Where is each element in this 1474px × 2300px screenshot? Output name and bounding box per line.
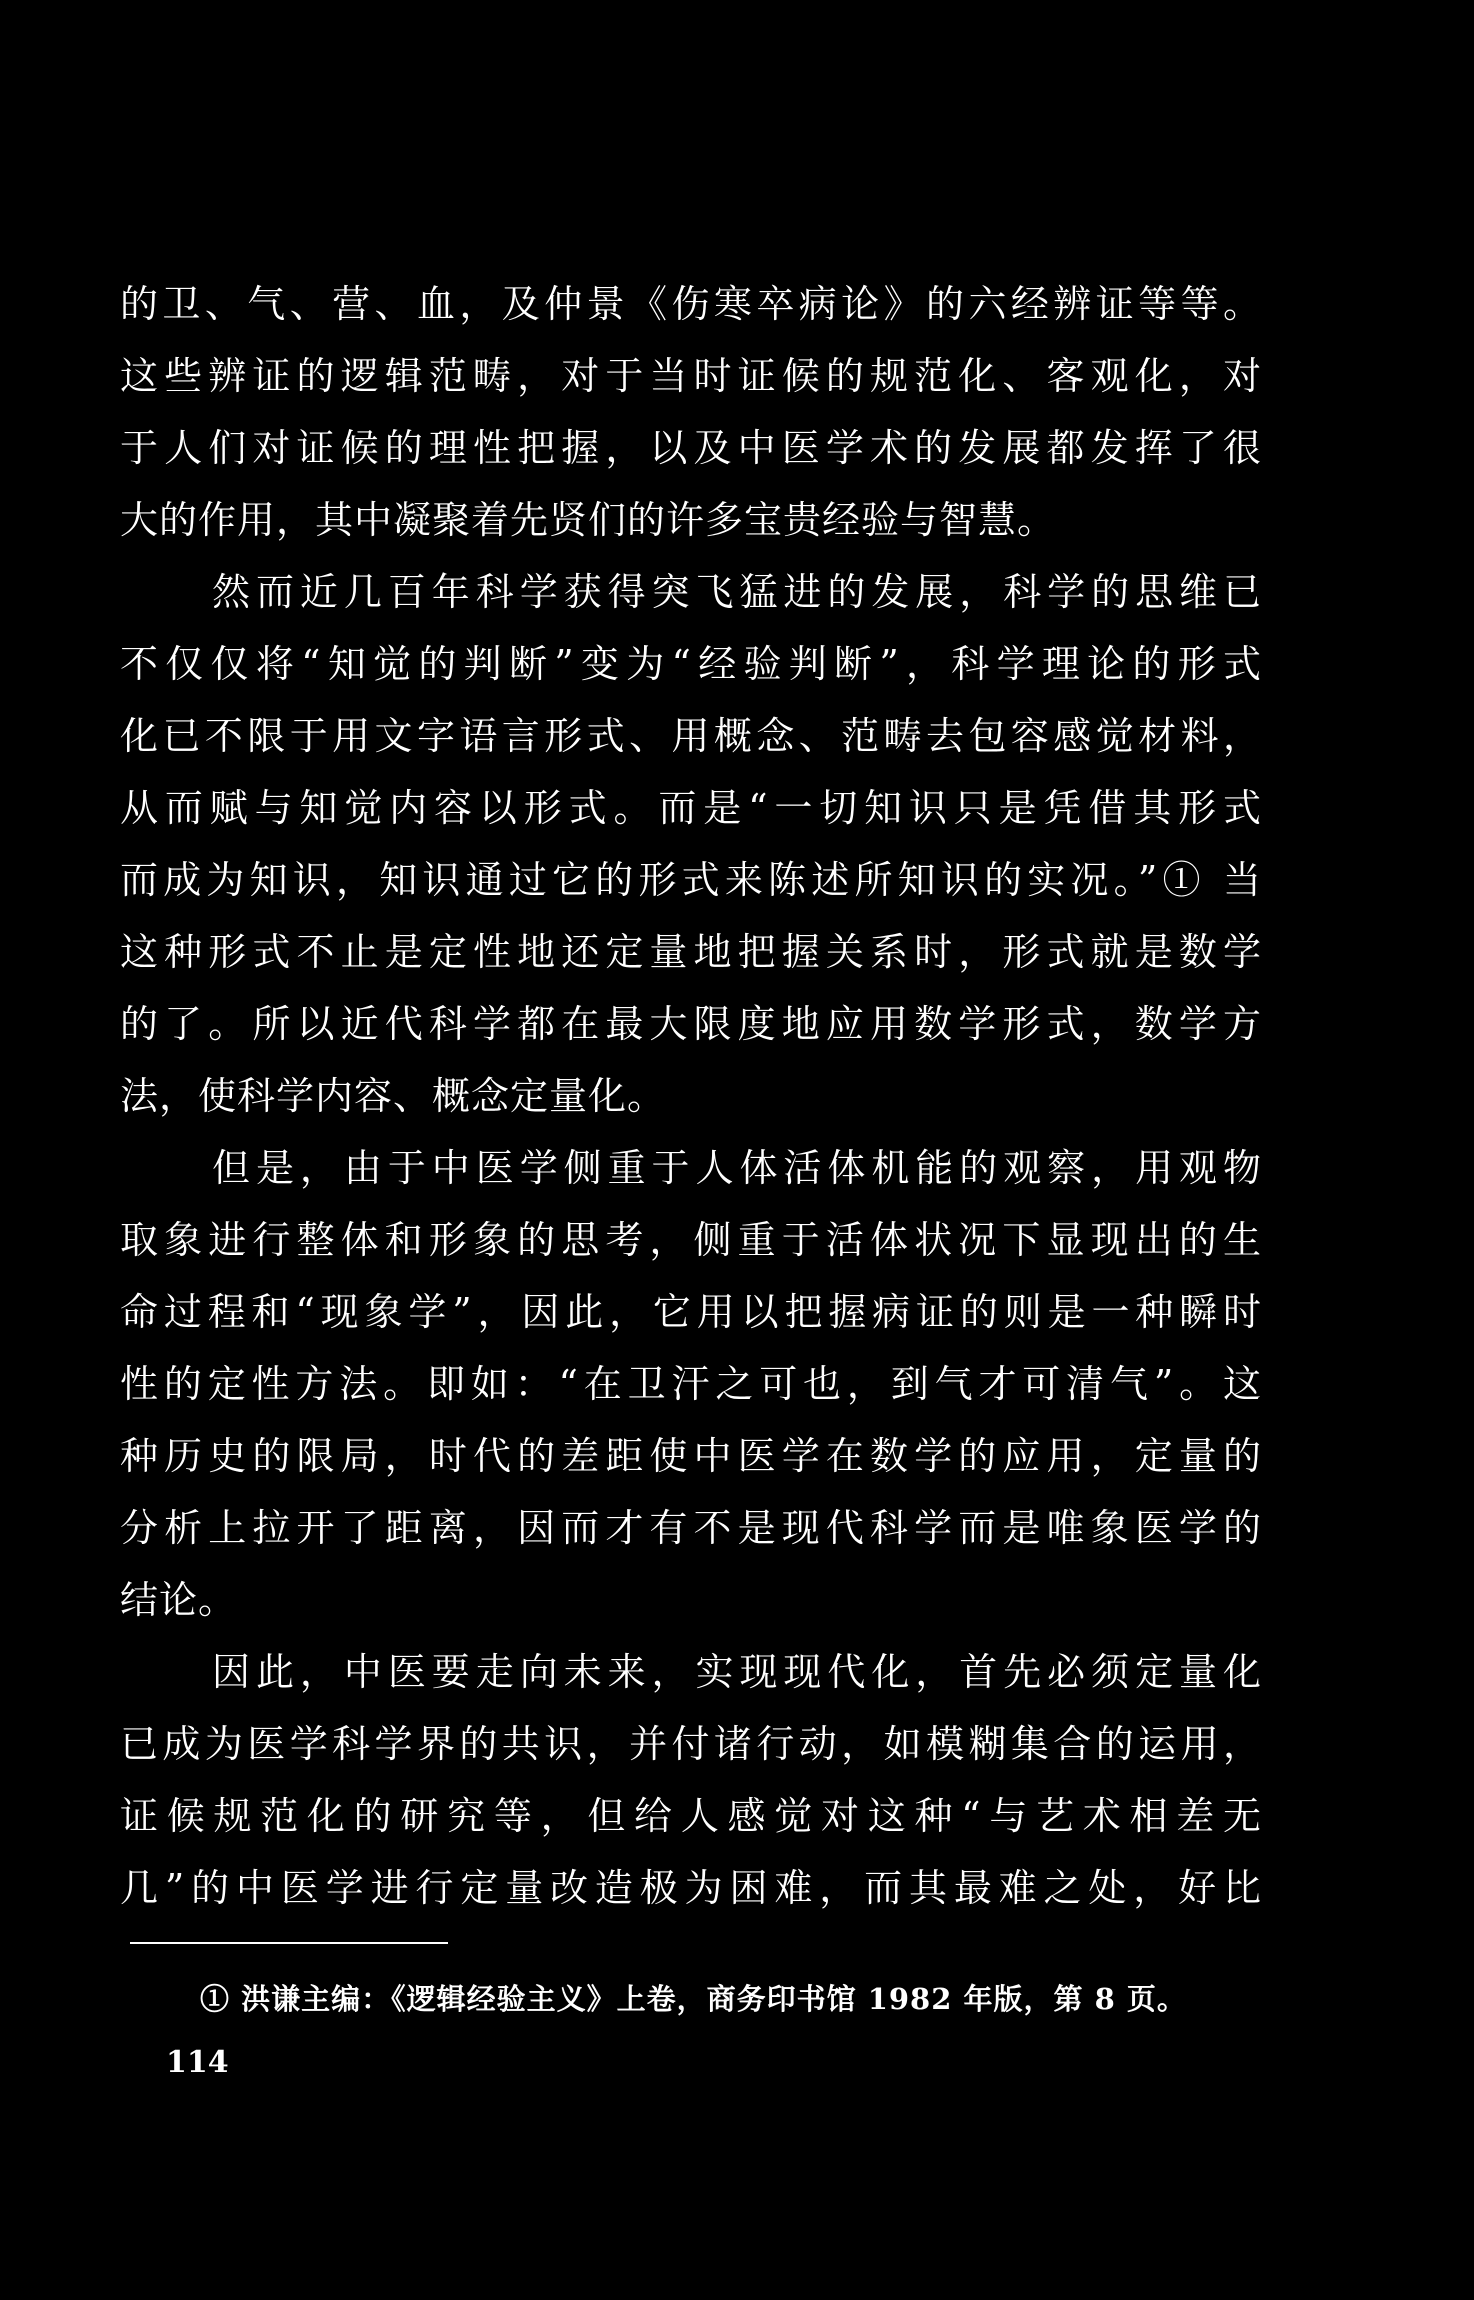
paragraph-start-line: 但是，由于中医学侧重于人体活体机能的观察，用观物 xyxy=(212,1146,1262,1190)
text-line: 结论。 xyxy=(120,1578,238,1622)
text-line: 于人们对证候的理性把握，以及中医学术的发展都发挥了很 xyxy=(120,426,1262,470)
body-text xyxy=(120,268,1262,1924)
paragraph-start-line: 然而近几百年科学获得突飞猛进的发展，科学的思维已 xyxy=(212,570,1262,614)
footnote: ① 洪谦主编：《逻辑经验主义》上卷，商务印书馆 1982 年版，第 8 页。 xyxy=(200,1982,1187,2016)
text-line: 的了。所以近代科学都在最大限度地应用数学形式，数学方 xyxy=(120,1002,1262,1046)
page-number: 114 xyxy=(166,2045,229,2080)
text-line: 而成为知识，知识通过它的形式来陈述所知识的实况。”① 当 xyxy=(120,858,1262,902)
text-line: 这种形式不止是定性地还定量地把握关系时，形式就是数学 xyxy=(120,930,1262,974)
text-line: 的卫、气、营、血，及仲景《伤寒卒病论》的六经辨证等等。 xyxy=(120,282,1262,326)
text-line: 从而赋与知觉内容以形式。而是“一切知识只是凭借其形式 xyxy=(120,786,1262,830)
text-line: 取象进行整体和形象的思考，侧重于活体状况下显现出的生 xyxy=(120,1218,1262,1262)
text-line: 几”的中医学进行定量改造极为困难，而其最难之处，好比 xyxy=(120,1866,1262,1910)
text-line: 化已不限于用文字语言形式、用概念、范畴去包容感觉材料， xyxy=(120,714,1262,758)
text-line: 这些辨证的逻辑范畴，对于当时证候的规范化、客观化，对 xyxy=(120,354,1262,398)
text-line: 性的定性方法。即如：“在卫汗之可也，到气才可清气”。这 xyxy=(120,1362,1262,1406)
text-line: 已成为医学科学界的共识，并付诸行动，如模糊集合的运用， xyxy=(120,1722,1262,1766)
text-line: 分析上拉开了距离，因而才有不是现代科学而是唯象医学的 xyxy=(120,1506,1262,1550)
text-line: 种历史的限局，时代的差距使中医学在数学的应用，定量的 xyxy=(120,1434,1262,1478)
text-line: 不仅仅将“知觉的判断”变为“经验判断”，科学理论的形式 xyxy=(120,642,1262,686)
paragraph-start-line: 因此，中医要走向未来，实现现代化，首先必须定量化 xyxy=(212,1650,1262,1694)
text-line: 命过程和“现象学”，因此，它用以把握病证的则是一种瞬时 xyxy=(120,1290,1262,1334)
text-line: 法，使科学内容、概念定量化。 xyxy=(120,1074,667,1118)
text-line: 证候规范化的研究等，但给人感觉对这种“与艺术相差无 xyxy=(120,1794,1262,1838)
footnote-divider xyxy=(130,1942,448,1944)
text-line: 大的作用，其中凝聚着先贤们的许多宝贵经验与智慧。 xyxy=(120,498,1057,542)
